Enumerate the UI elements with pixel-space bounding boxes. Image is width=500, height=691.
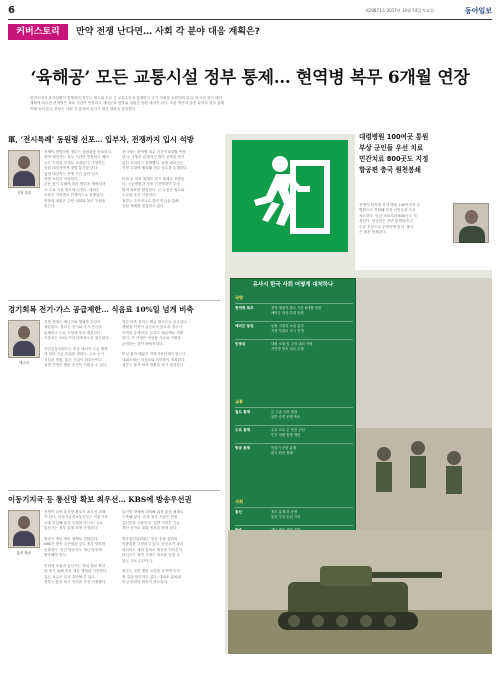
text-line: 정부 비축 물자는 배급 방식으로 공급된다. [122, 320, 188, 324]
text-line: 도로를 우선 사용한다. [122, 193, 157, 198]
page-number: 6 [8, 5, 15, 16]
infographic-row [235, 407, 353, 423]
infographic-section-label: 사회 [235, 499, 244, 504]
text-line: 석방 조치가 적용된다. [44, 176, 79, 181]
infographic-line: 일반 승객 운행 축소 [271, 415, 301, 419]
sidebar-body-line: 은 원천 봉쇄된다. [359, 229, 387, 234]
portrait-caption: 지창 중위 [16, 191, 32, 195]
text-line: 산업통상자원부는 비상 에너지 수급 계획 [44, 346, 108, 351]
infographic-row-value [271, 428, 353, 438]
issue-info: 제29871호 2017년 10월 14일 토요일 [364, 8, 434, 13]
portrait-body [459, 226, 485, 243]
infographic-row [235, 321, 353, 337]
text-line: 병력 치료를 담당한다. 군 수송은 철도와 [122, 187, 185, 192]
infographic-title: 유사시 한국 사회 어떻게 대처하나 [252, 282, 334, 288]
text-line: 지정 부대에 배치돼 전투 임무를 수행한다. [122, 166, 188, 171]
main-headline: ‘육해공’ 모든 교통시설 정부 통제… 현역병 복무 6개월 연장 [30, 68, 470, 88]
text-line: 된다. 각 가정은 비상용 식수와 식량을 [122, 336, 181, 341]
lead-line: 한반도에서 유사상황이 발생하면 정부는 철도와 도로 등 교통수단을 통제하고 국가 자원을 동원하게 된다. 당국의 전시 대비 [30, 96, 222, 100]
portrait-body [13, 531, 35, 546]
text-line: 군은 지정된 부대로 소집된다. 국방부는 [44, 160, 106, 165]
infographic-line: 출국 원천 봉쇄 [271, 451, 293, 455]
text-line: 전쟁 중에는 에너지와 생필품 공급이 [44, 320, 101, 324]
infographic-line: 민간 차량 통행 제한 [271, 433, 301, 437]
text-line: 정부는 국민 행동 요령을 사전에 숙지 [122, 569, 180, 574]
text-line: 재난 문자로 대피 정보를 받게 된다. [122, 526, 178, 531]
text-line: 구축돼 있다. 군과 정부 기관은 전용 [122, 515, 178, 520]
section-column [44, 150, 118, 209]
text-line: 동원 대상자에게 개별 통지를 한다. [44, 166, 99, 171]
newspaper-name: 동아일보 [464, 7, 492, 15]
infographic-row-value [271, 342, 353, 352]
infographic-row-value [271, 446, 353, 456]
section-badge: 커버스토리 [8, 24, 68, 40]
infographic-row-label: 민방위 [235, 342, 246, 346]
text-line: 을 막기 위해 비상 대응 체계를 가동한다. [44, 569, 108, 574]
portrait-body [13, 171, 35, 186]
infographic-line: 지역별 방호 임무 수행 [271, 347, 304, 351]
infographic-line: 정부 통제 하 운영 [271, 510, 298, 514]
infographic-line: 전역 예정자 복무 기간 6개월 연장 [271, 306, 322, 310]
infographic-row-label: 현역병 복무 [235, 306, 254, 310]
text-line: 대피소에는 식음료와 의약품이 비치된다. [122, 357, 186, 362]
portrait-head [465, 210, 478, 224]
infographic-section-label: 국방 [235, 295, 244, 300]
text-line: 일반 가정은 제한 송전이 이뤄질 수 있다. [44, 363, 108, 368]
section-portrait [8, 510, 40, 548]
lead-line: 계획에 따르면 현역병은 복무 기간이 연장되고 예비군과 민방위 대원은 동원 대상이 된다. 또한 방송과 통신 분야도 정부 통제 [30, 101, 225, 106]
text-line: 고 주요 시설 방호에 나선다. 예비군 [44, 187, 100, 192]
text-line: 비상 물자 배분은 지방자치단체가 맡는다. [122, 352, 187, 357]
text-line: 식음료는 10일 이상 비축하도록 권고된다. [44, 336, 110, 341]
infographic-line: 민항기 운항 통제 [271, 446, 297, 450]
text-line: 민방위 대원은 주민 대피와 복구 지원을 [44, 198, 106, 203]
text-line: 다. 국군병원과 지정 민간병원이 부상 [122, 182, 180, 187]
infographic-line: 대원 소집 및 주민 대피 지원 [271, 342, 313, 346]
sidebar-body-line: 수송 우선으로 운항하게 된다. 출국 [359, 224, 414, 229]
text-line: 정부는 통신 복구 인력을 사전 지정했다. [44, 580, 107, 585]
infographic-row-label: 도로 통제 [235, 428, 251, 432]
text-line: 통신사는 정부 통제 하에 운영된다. [44, 526, 99, 531]
infographic-row-label: 항공 통제 [235, 446, 251, 450]
text-line: 동원은 지역별로 단계적으로 진행된다. [44, 193, 105, 198]
text-line: 전쟁이 발발하면 정부는 동원령을 선포한다. [44, 150, 113, 154]
running-man-icon [232, 140, 348, 252]
infographic-row-label: 예비군 동원 [235, 324, 254, 328]
infographic-row [235, 443, 353, 459]
infographic-row-value [271, 324, 353, 334]
portrait-head [18, 516, 30, 529]
article-section [8, 494, 220, 674]
text-line: 정부는 주기적으로 을지 연습을 통해 [122, 198, 179, 203]
text-line: 방송통신위원회는 방송 송출 설비의 [122, 536, 178, 541]
portrait-caption: 에너지 [19, 361, 29, 365]
text-line: 시설과 병원, 통신 시설이 최우선이다. [44, 357, 103, 362]
text-line: 된다. 국방부 관계자는 병력 공백을 막기 [122, 155, 185, 160]
text-line: 통신망 장애에 대비해 위성 통신 체계도 [122, 510, 184, 514]
text-line: 가 된다. 과학기술정보통신부는 이동기지 [44, 515, 108, 520]
tank-photo [228, 530, 492, 654]
text-line: 통제하고 주요 시설에 우선 배분한다. [44, 330, 102, 335]
infographic-line: 예비군 대상 부대 동원 [271, 311, 304, 315]
text-line: 가격을 통제한다. 유류도 배급제로 전환 [122, 330, 184, 335]
portrait-caption: 통신 방송 [16, 551, 32, 555]
portrait-head [18, 156, 30, 169]
text-line: 방송은 재난 방송 체제로 전환된다. [44, 536, 99, 541]
infographic-row [235, 339, 353, 355]
section-portrait [8, 150, 40, 188]
text-line: 있는 주요 수단이다. [122, 558, 154, 563]
text-line: 입영 대상자는 전쟁 기간 동안 입시 [44, 171, 99, 176]
text-line: 위한 조치라고 설명했다. 동원 예비군은 [122, 160, 184, 165]
section-divider [8, 300, 220, 301]
text-line: 이중화를 추진하고 있다. 송신소가 파괴 [122, 542, 184, 547]
infographic-row-label: 철도 통제 [235, 410, 251, 414]
infographic-line: 지정 부대로 즉시 전개 [271, 329, 304, 333]
text-line: 비상 연락망 확인이 중요하다. [122, 580, 169, 585]
text-line: 또한 군 의료 체계도 전시 체제로 전환된 [122, 176, 185, 181]
infographic-row-value [271, 510, 353, 520]
text-line: 송출한다. 민간 방송사도 재난 방송에 [44, 547, 102, 552]
infographic-row-label: 통신 [235, 510, 242, 514]
text-line: 전시에는 현역병 복무 기간이 6개월 연장 [122, 150, 186, 154]
sidebar-title-line: 대령병원 100여곳 통원 [359, 133, 429, 141]
text-line: 준비하는 것이 바람직하다. [122, 341, 164, 346]
text-line: 전쟁이 나면 통신망 확보가 최우선 과제 [44, 510, 106, 514]
sidebar-body-line: 정된다. 항공편은 전면 통제되며 군 [359, 219, 414, 224]
portrait-body [13, 341, 35, 356]
section-portrait [8, 320, 40, 358]
sidebar-title-line: 항공편 충국 원천봉쇄 [359, 166, 421, 174]
text-line: 되더라도 예비 설비로 방송을 이어간다. [122, 547, 184, 552]
section-heading: 이동기지국 등 통신망 확보 최우선… KBS에 방송우선권 [8, 495, 192, 504]
article-section [8, 304, 220, 474]
text-line: 협조해야 한다. [44, 553, 68, 558]
sidebar-body-line: 치료한다. 민간 의료기관 800곳도 지 [359, 213, 417, 218]
text-line: 라디오는 정전 시에도 정보를 얻을 수 [122, 553, 180, 558]
kicker-subtitle: 만약 전쟁 난다면… 사회 각 분야 대응 계획은? [76, 27, 260, 37]
sidebar-portrait [453, 203, 489, 243]
lead-line: 아래 들어간다. 본보는 사회 각 분야의 유사시 대응 계획을 점검했다. [30, 106, 137, 111]
text-line: 국을 투입해 통신 두절을 막는다. 주요 [44, 520, 103, 525]
section-heading: 軍, ‘전시특례’ 동원령 선포… 입부자, 전쟁까지 입시 석방 [8, 135, 194, 144]
section-column [44, 510, 118, 585]
section-divider [8, 490, 220, 491]
text-line: 전역 예정자는 복무 기간이 연장되고 예비 [44, 155, 109, 160]
sidebar-body-line: 병원으로 전환돼 부상 군인들을 우선 [359, 208, 416, 213]
infographic-section-label: 교통 [235, 399, 244, 404]
sidebar-body-line: 전쟁이 터지면 국가 병원 100여곳이 군 [359, 203, 421, 207]
portrait-head [18, 326, 30, 339]
infographic-row-value [271, 410, 353, 420]
sidebar-title-line: 민간치료 800곳도 지정 [359, 155, 429, 163]
section-column [122, 150, 220, 209]
section-column [122, 510, 220, 585]
sidebar-title [359, 132, 492, 176]
section-heading: 경기회복 전기·가스 공급제한… 식음료 10%일 넘게 비축 [8, 305, 194, 314]
text-line: 통신 요금은 일시 감면될 수 있다. [44, 574, 96, 579]
infographic-line: 군 수송 우선 편성 [271, 410, 298, 414]
infographic-line: 주요 도로 군 작전 우선 [271, 428, 305, 432]
text-line: 에 따라 공급 순위를 정한다. 주요 군사 [44, 352, 105, 357]
infographic-row [235, 507, 353, 523]
text-line: 할 것을 당부하고 있다. 대피소 위치와 [122, 574, 181, 579]
infographic-row [235, 303, 353, 319]
infographic-line: 통신 우선 순위 지정 [271, 515, 301, 519]
text-line: 동원 체계를 점검하고 있다. [122, 203, 165, 208]
text-line: 군은 전시 특례에 따라 병력을 재배치하 [44, 182, 106, 187]
text-line: 통신망을 사용한다. 일반 시민은 긴급 [122, 520, 180, 525]
text-line: 인터넷 포털과 통신사는 허위 정보 확산 [44, 563, 106, 568]
section-column [44, 320, 118, 369]
text-line: 맡는다. [44, 203, 56, 208]
text-line: 정부는 물자 비축 현황을 정기 점검한다. [122, 363, 185, 368]
sidebar-title-line: 부상 군인들 우선 치료 [359, 144, 424, 152]
infographic-line: 동원 지정자 소집 통지 [271, 324, 304, 328]
text-line: 생필품 가격이 급등하지 않도록 정부가 [122, 325, 183, 330]
emergency-exit-sign [232, 140, 348, 252]
text-line: 제한된다. 정부는 전기와 가스 공급을 [44, 325, 102, 330]
tank-icon [228, 530, 492, 654]
infographic-row-value [271, 306, 353, 316]
infographic-row [235, 425, 353, 441]
text-line: KBS가 방송 우선권을 갖고 정부 발표를 [44, 542, 106, 547]
section-column [122, 320, 220, 369]
article-section [8, 134, 220, 274]
